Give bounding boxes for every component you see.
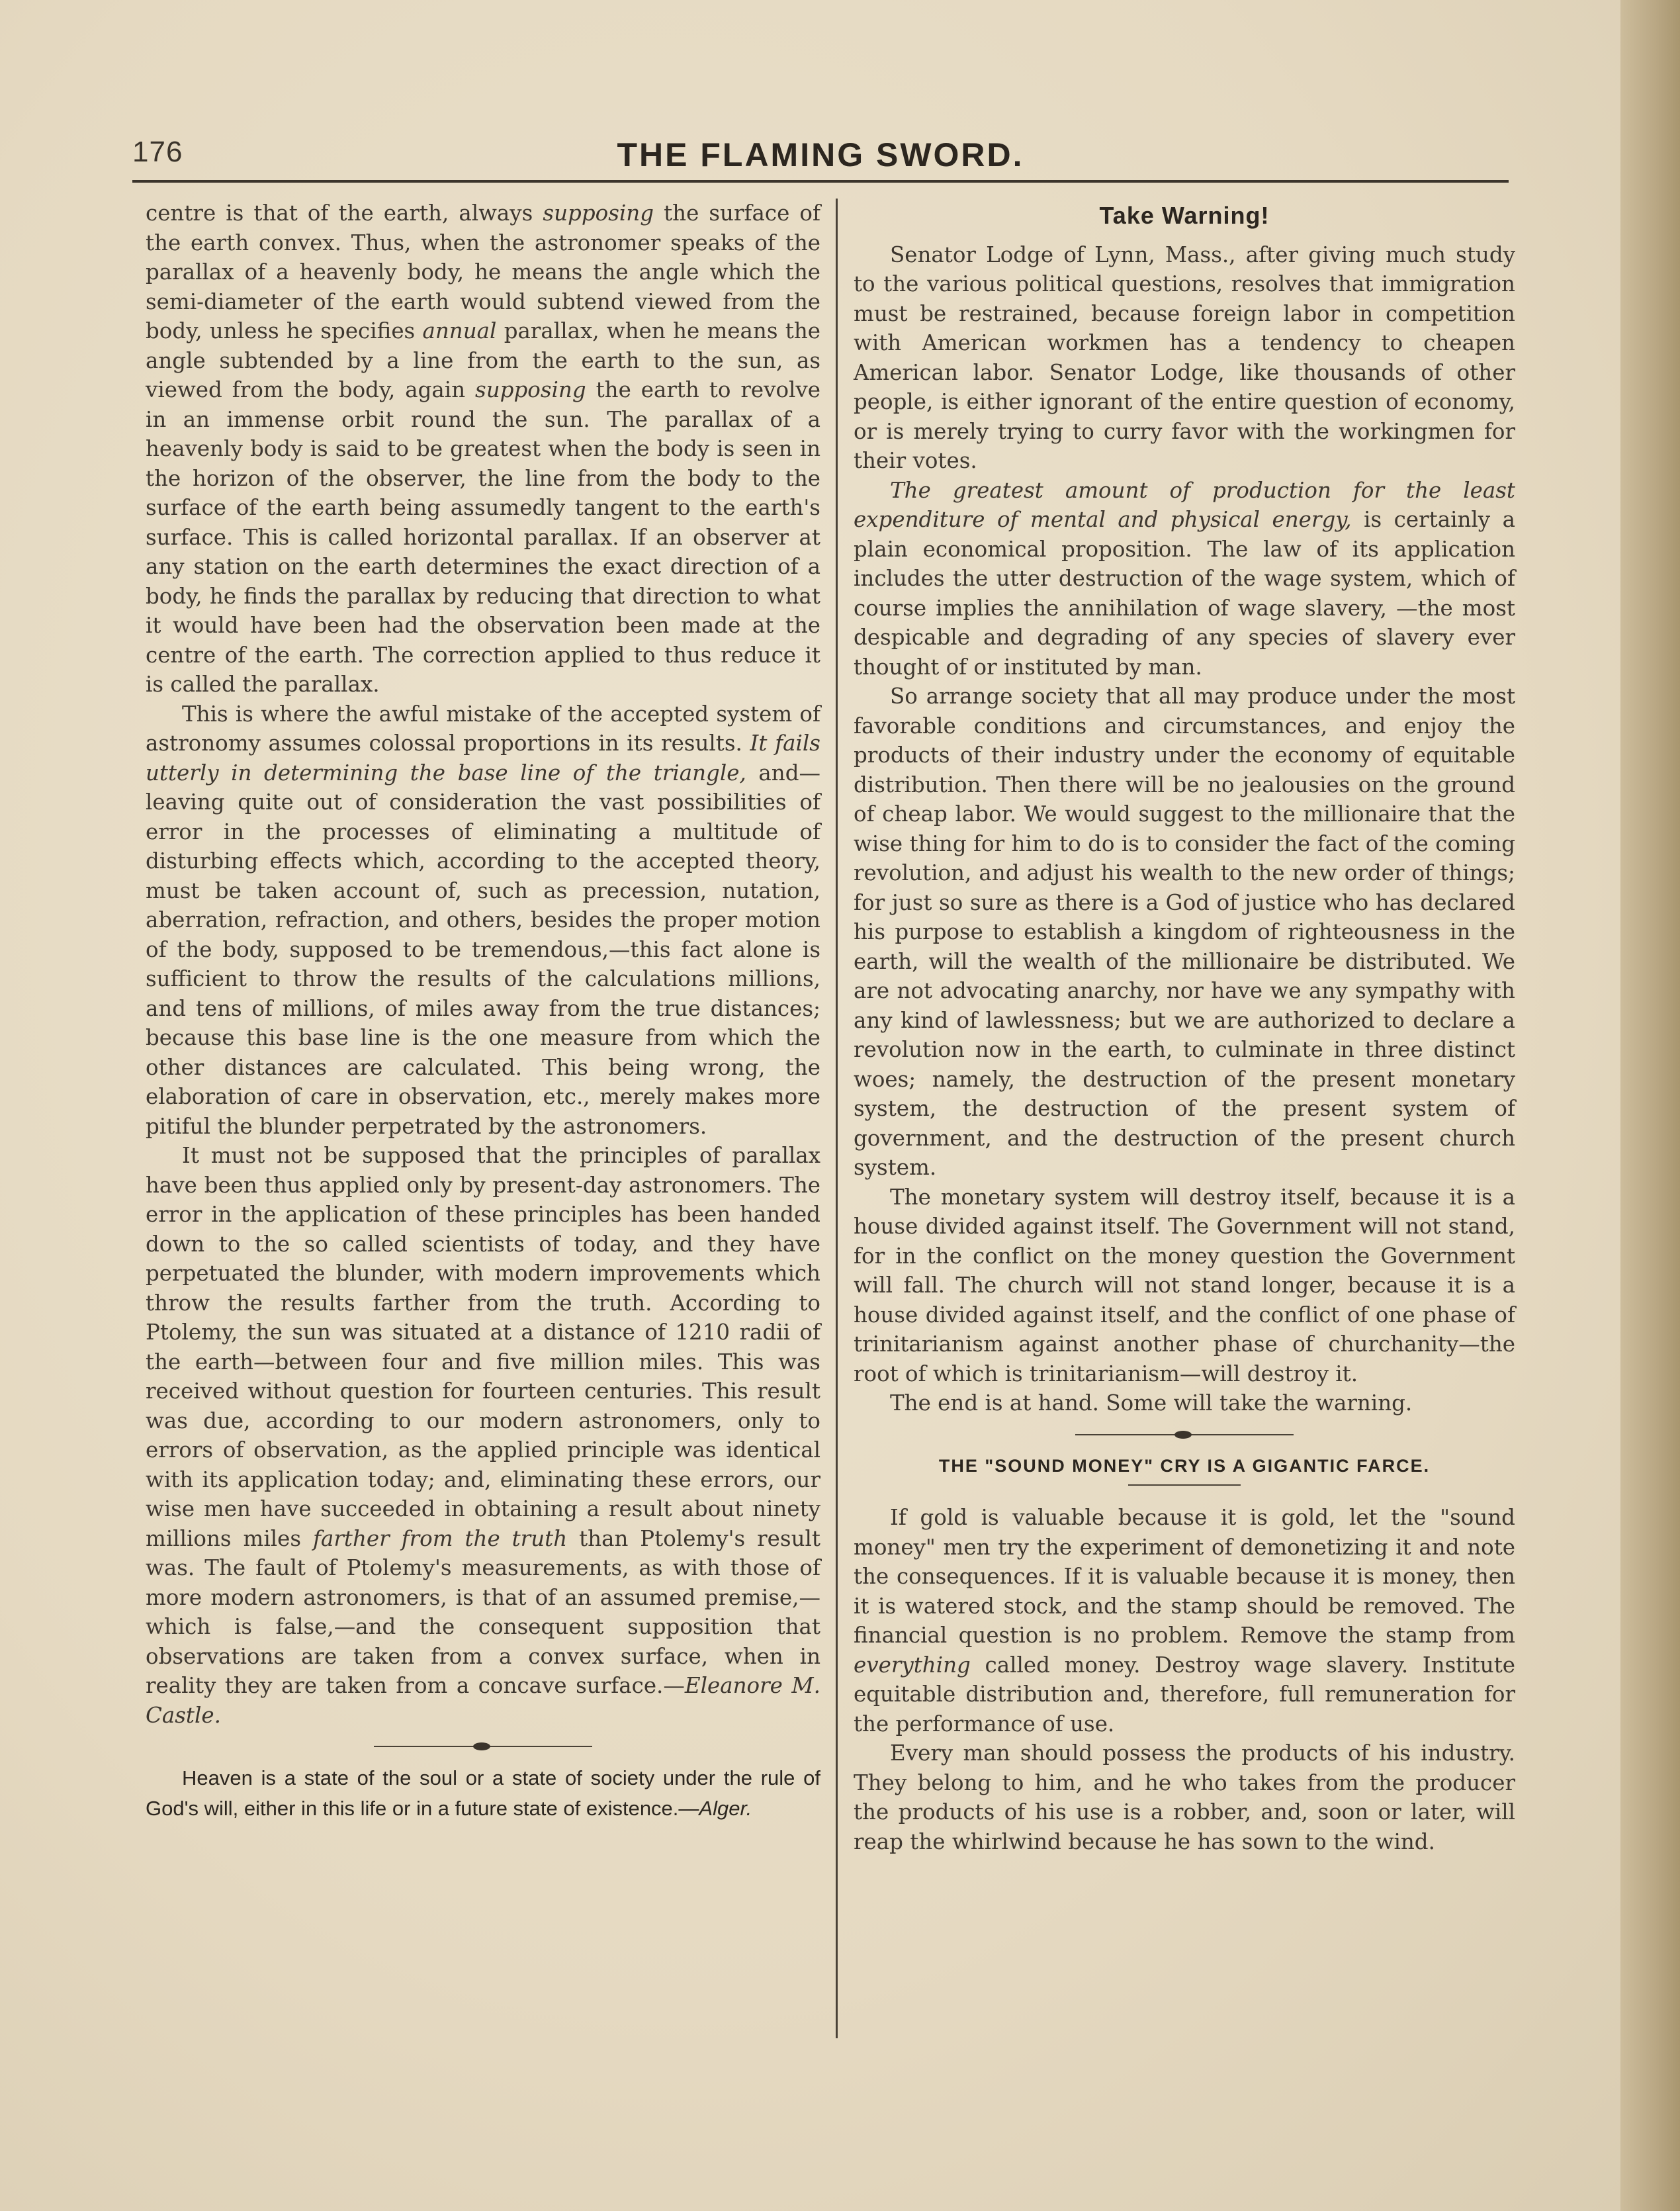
section-title: Take Warning! — [1099, 202, 1270, 229]
article-paragraph: Senator Lodge of Lynn, Mass., after giving much study to the various political questions, resolves that immigration must be restrained, because foreign labor in competition with American workmen has a tendency to cheapen American labor. Senator Lodge, like thousands of other people, is either ignorant of the entire question of economy, or is merely trying to curry favor with the workingmen for their votes. — [854, 242, 1515, 473]
ornament-divider — [1075, 1430, 1294, 1439]
article-paragraph: If gold is valuable because it is gold, let the "sound money" men try the experiment of demonetizing it and note the consequences. If it is valuable because it is money, then it is watered stock, and the stamp should be removed. The financial question is no problem. Remove the stamp from everything called money. Destroy wage slavery. Institute equitable distribution and, therefore, full remuneration for the performance of use. — [854, 1505, 1515, 1737]
article-paragraph: So arrange society that all may produce under the most favorable conditions and circumstances, and enjoy the products of their industry under the economy of equitable distribution. Then there will be no jealousies on the ground of cheap labor. We would suggest to the millionaire that the wise thing for him to do is to consider the fact of the coming revolution, and adjust his wealth to the new order of things; for just so sure as there is a God of justice who has declared his purpose to establish a kingdom of righteousness in the earth, will the wealth of the millionaire be distributed. We are not advocating anarchy, nor have we any sympathy with any kind of lawlessness; but we are authorized to declare a revolution now in the earth, to culminate in three distinct woes; namely, the destruction of the present monetary system, the destruction of the present system of government, and the destruction of the present church system. — [854, 684, 1515, 1180]
section-title: THE "SOUND MONEY" CRY IS A GIGANTIC FARCE. — [938, 1455, 1431, 1476]
article-paragraph: The greatest amount of production for the least expenditure of mental and physical energy, is certainly a plain economical proposition. The law of its application includes the utter destruction of the wage system, which of course implies the annihilation of wage slavery, —the most despicable and degrading of any species of slavery ever thought of or instituted by man. — [854, 477, 1515, 680]
right-column — [854, 199, 1515, 1856]
page-header — [132, 136, 1509, 185]
article-paragraph: The end is at hand. Some will take the warning. — [890, 1390, 1413, 1416]
title-rule — [1128, 1484, 1241, 1486]
header-rule — [132, 180, 1509, 183]
journal-title: THE FLAMING SWORD. — [617, 136, 1024, 173]
article-paragraph: Every man should possess the products of his industry. They belong to him, and he who takes from the producer the products of his use is a robber, and, soon or later, will reap the whirlwind because he has sown to the wind. — [854, 1740, 1515, 1854]
ornament-divider — [374, 1742, 592, 1751]
column-divider — [836, 199, 838, 2038]
left-column — [146, 199, 820, 1824]
page-number: 176 — [132, 136, 183, 168]
article-paragraph: It must not be supposed that the principles of parallax have been thus applied only by present-day astronomers. The error in the application of these principles has been handed down to the so called scientists of today, and they have perpetuated the blunder, with modern improvements which throw the results farther from the truth. According to Ptolemy, the sun was situated at a distance of 1210 radii of the earth—between four and five million miles. This was received without question for fourteen centuries. This result was due, according to our modern astronomers, only to errors of observation, as the applied principle was identical with its application today; and, eliminating these errors, our wise men have succeeded in obtaining a result about ninety millions miles farther from the truth than Ptolemy's result was. The fault of Ptolemy's measurements, as with those of more modern astronomers, is that of an assumed premise,—which is false,—and the consequent supposition that observations are taken from a convex surface, when in reality they are taken from a concave surface.—Eleanore M. Castle. — [146, 1143, 820, 1728]
article-paragraph: The monetary system will destroy itself, because it is a house divided against itself. The Government will not stand, for in the conflict on the money question the Government will fall. The church will not stand longer, because it is a house divided against itself, and the conflict of one phase of trinitarianism against another phase of churchanity—the root of which is trinitarianism—will destroy it. — [854, 1184, 1515, 1386]
article-paragraph: This is where the awful mistake of the accepted system of astronomy assumes colossal proportions in its results. It fails utterly in determining the base line of the triangle, and—leaving quite out of consideration the vast possibilities of error in the processes of eliminating a multitude of disturbing effects which, according to the accepted theory, must be taken account of, such as precession, nutation, aberration, refraction, and others, besides the proper motion of the body, supposed to be tremendous,—this fact alone is sufficient to throw the results of the calculations millions, and tens of millions, of miles away from the true distances; because this base line is the one measure from which the other distances are calculated. This being wrong, the elaboration of care in observation, etc., merely makes more pitiful the blunder perpetrated by the astronomers. — [146, 701, 821, 1139]
article-paragraph: centre is that of the earth, always supposing the surface of the earth convex. Thus, when the astronomer speaks of the parallax of a heavenly body, he means the angle which the semi-diameter of the earth would subtend viewed from the body, unless he specifies annual parallax, when he means the angle subtended by a line from the earth to the sun, as viewed from the body, again supposing the earth to revolve in an immense orbit round the sun. The parallax of a heavenly body is said to be greatest when the body is seen in the horizon of the observer, the line from the body to the surface of the earth being assumedly tangent to the earth's surface. This is called horizontal parallax. If an observer at any station on the earth determines the exact direction of a body, he finds the parallax by reducing that direction to what it would have been had the observation been made at the centre of the earth. The correction applied to thus reduce it is called the parallax. — [146, 201, 821, 697]
quote-paragraph: Heaven is a state of the soul or a state of society under the rule of God's will, either in this life or in a future state of existence.—Alger. — [146, 1766, 820, 1820]
quote-block — [146, 1763, 820, 1824]
page-edge — [1620, 0, 1680, 2211]
